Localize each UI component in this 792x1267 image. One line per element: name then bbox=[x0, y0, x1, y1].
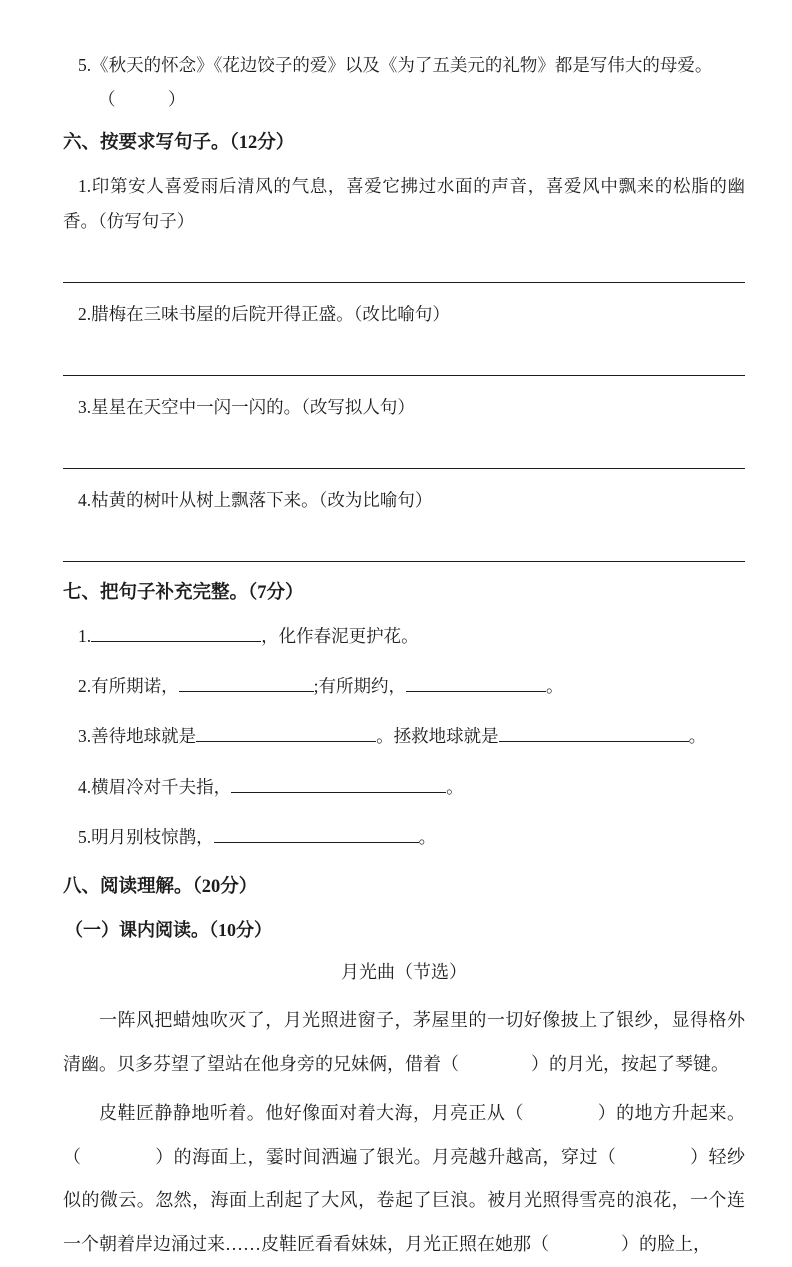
answer-line-3 bbox=[63, 468, 745, 469]
item-text: 。拯救地球就是 bbox=[376, 726, 499, 747]
answer-line-4 bbox=[63, 561, 745, 562]
section-6-title: 六、按要求写句子。（12分） bbox=[63, 133, 295, 154]
fill-in-blank bbox=[499, 724, 689, 742]
item-text: 3.善待地球就是 bbox=[78, 726, 197, 747]
fill-in-blank bbox=[91, 624, 261, 642]
section6-item-1: 1.印第安人喜爱雨后清风的气息，喜爱它拂过水面的声音，喜爱风中飘来的松脂的幽香。（仿写句子） bbox=[63, 176, 745, 231]
item-text: 。 bbox=[446, 776, 464, 797]
fill-in-blank bbox=[231, 774, 446, 792]
section6-item-4: 4.枯黄的树叶从树上飘落下来。（改为比喻句） bbox=[78, 489, 433, 510]
section7-item-5 bbox=[78, 820, 745, 854]
section-7-title: 七、把句子补充完整。（7分） bbox=[63, 583, 304, 604]
item-text: 2.有所期诺， bbox=[78, 676, 179, 697]
fill-in-blank bbox=[214, 824, 419, 842]
section7-item-2 bbox=[78, 669, 745, 703]
answer-line-2 bbox=[63, 375, 745, 376]
passage-title: 月光曲（节选） bbox=[341, 962, 467, 983]
item-text: 。 bbox=[546, 676, 564, 697]
section6-item-3: 3.星星在天空中一闪一闪的。（改写拟人句） bbox=[78, 396, 415, 417]
fill-in-blank bbox=[196, 724, 376, 742]
item-text: 4.横眉冷对千夫指， bbox=[78, 776, 232, 797]
item-text: 1. bbox=[78, 626, 92, 647]
fill-in-blank bbox=[406, 674, 546, 692]
section7-item-4 bbox=[78, 770, 745, 804]
question-5-true-false: 5.《秋天的怀念》《花边饺子的爱》以及《为了五美元的礼物》都是写伟大的母爱。（ ） bbox=[78, 55, 713, 110]
item-text: ，化作春泥更护花。 bbox=[261, 626, 419, 647]
section6-item-2: 2.腊梅在三味书屋的后院开得正盛。（改比喻句） bbox=[78, 303, 450, 324]
fill-in-blank bbox=[179, 674, 314, 692]
section7-item-1 bbox=[78, 619, 745, 653]
item-text: 。 bbox=[688, 726, 707, 747]
passage-paragraph-2: 皮鞋匠静静地听着。他好像面对着大海，月亮正从（ ）的地方升起来。（ ）的海面上，霎时间洒遍了银光。月亮越升越高，穿过（ ）轻纱似的微云。忽然，海面上刮起了大风，卷起了巨浪。被月光照得雪亮的浪花，一个连一个朝着岸边涌过来……皮鞋匠看看妹妹，月光正照在她那（ ）的脸上， bbox=[63, 1103, 745, 1255]
passage-paragraph-1: 一阵风把蜡烛吹灭了，月光照进窗子，茅屋里的一切好像披上了银纱，显得格外清幽。贝多芬望了望站在他身旁的兄妹俩，借着（ ）的月光，按起了琴键。 bbox=[63, 1010, 745, 1074]
item-text: 。 bbox=[418, 826, 437, 847]
answer-line-1 bbox=[63, 282, 745, 283]
section7-item-3 bbox=[78, 719, 745, 753]
section-8-title: 八、阅读理解。（20分） bbox=[63, 876, 258, 897]
item-text: 5.明月别枝惊鹊， bbox=[78, 826, 214, 847]
item-text: ;有所期约， bbox=[313, 676, 406, 697]
section-8-subtitle: （一）课内阅读。（10分） bbox=[65, 919, 272, 940]
